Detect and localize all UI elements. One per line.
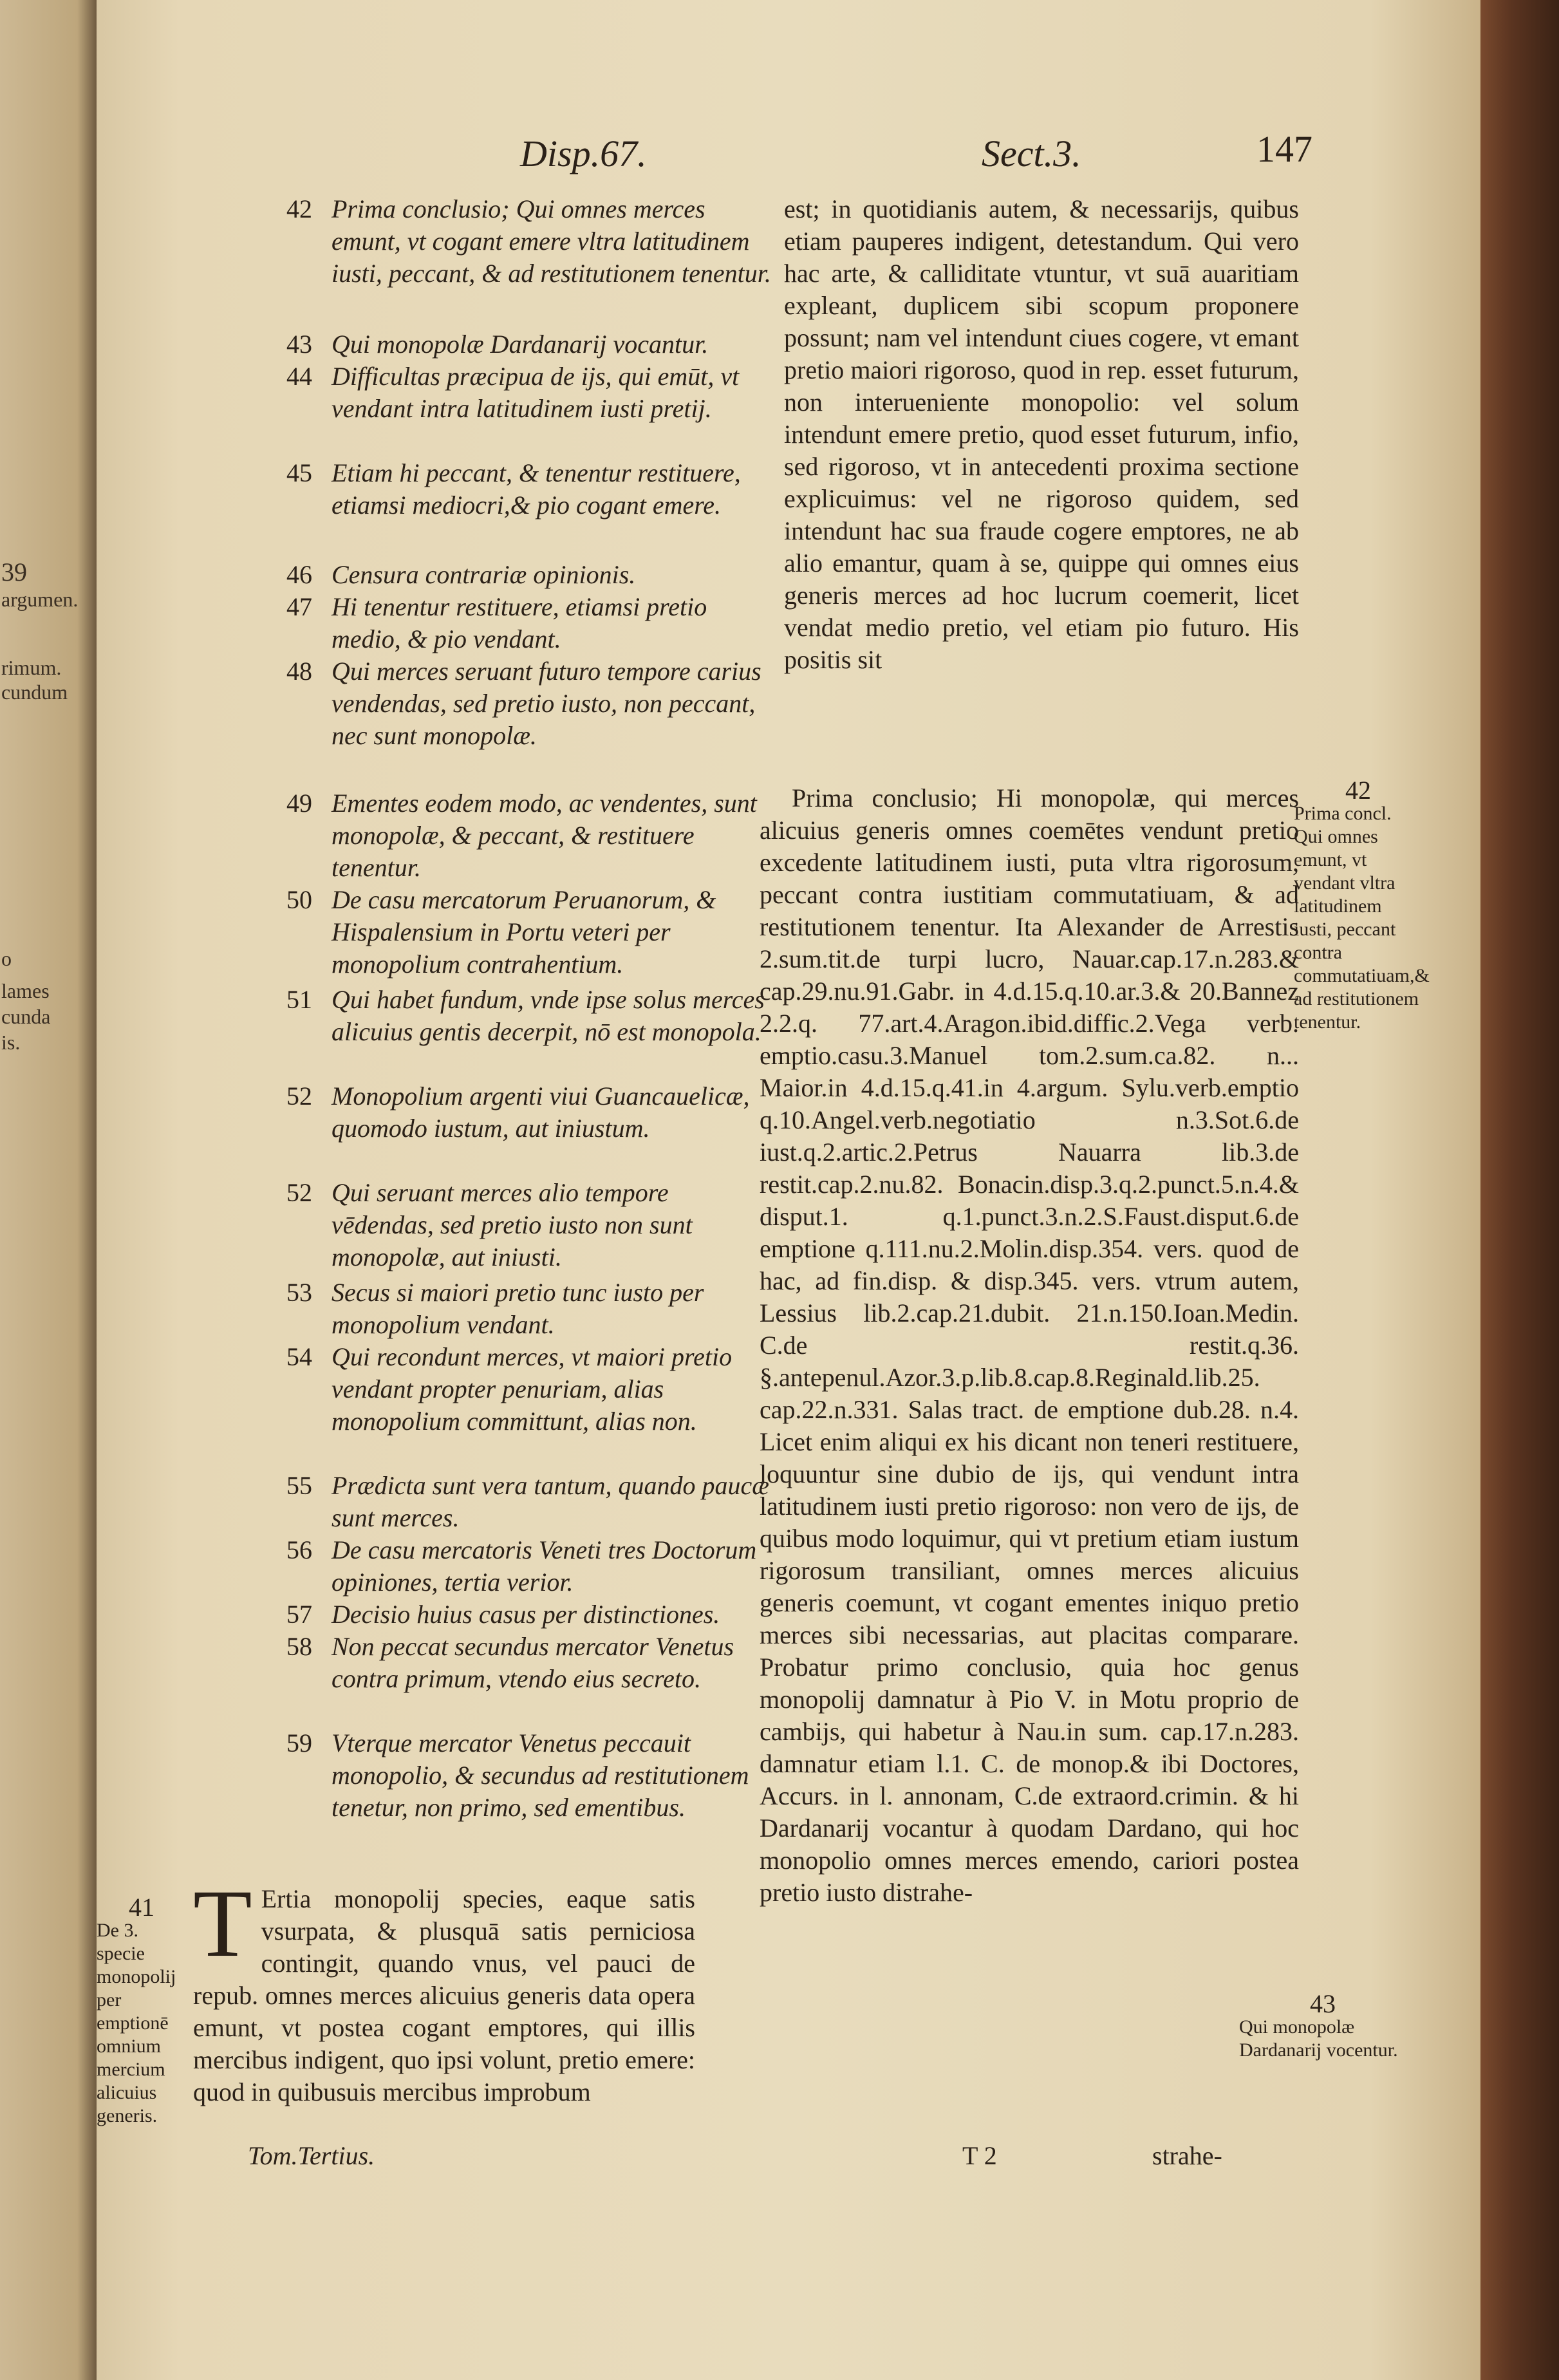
summary-item — [286, 457, 776, 521]
summary-text: Non peccat secundus mercator Venetus contra primum, vtendo eius secreto. — [331, 1632, 734, 1693]
right-column-top-text: est; in quotidianis autem, & necessarijs, quibus etiam pauperes indigent, detestandum. Qui vero hac arte, & calliditate vtuntur, vt suā auaritiam expleant, duplicem sibi scopum proponere possunt; nam vel intendunt ciues cogere, vt emant pretio maiori rigoroso, quod in rep. esset futurum, non interueniente monopolio: vel solum intendunt emere pretio, quod esset futurum, infio, sed rigoroso, vt in antecedenti proxima sectione explicuimus: vel ne rigoroso quidem, sed intendunt hac sua fraude cogere emptores, ne ab alio emantur, quam à se, quippe qui omnes eius generis merces ad hoc lucrum coemerit, licet vendat medio pretio, vel etiam pio futuro. His positis sit — [784, 194, 1299, 674]
summary-text: Vterque mercator Venetus peccauit monopolio, & secundus ad restitutionem tenetur, non primo, sed ementibus. — [331, 1729, 749, 1822]
summary-number: 53 — [286, 1278, 312, 1307]
summary-number: 59 — [286, 1729, 312, 1757]
summary-item — [286, 1080, 776, 1145]
summary-item — [286, 655, 776, 752]
summary-item — [286, 328, 776, 361]
summary-text: Prædicta sunt vera tantum, quando paucæ sunt merces. — [331, 1471, 769, 1532]
summary-item — [286, 1598, 776, 1631]
summary-number: 46 — [286, 560, 312, 589]
summary-text: Censura contrariæ opinionis. — [331, 560, 636, 589]
margin-note-text: De 3. specie monopolij per emptionē omnium mercium alicuius generis. — [97, 1920, 176, 2126]
prev-page-fragment: is. — [1, 1031, 21, 1054]
margin-note — [97, 1893, 187, 2128]
prev-page-fragment: argumen. — [1, 588, 79, 611]
drop-cap: T — [193, 1870, 252, 1977]
summary-text: Hi tenentur restituere, etiamsi pretio medio, & pio vendant. — [331, 592, 707, 653]
margin-note-number: 43 — [1310, 1989, 1336, 2018]
summary-number: 51 — [286, 985, 312, 1014]
summary-item — [286, 1534, 776, 1598]
summary-number: 48 — [286, 657, 312, 686]
paragraph-text: Ertia monopolij species, eaque satis vsurpata, & plusquā satis perniciosa contingit, quando vnus, vel pauci de repub. omnes merces alicuius generis data opera emunt, vt postea cogant emptores, qui illis mercibus indigent, quo ipsi volunt, pretio emere: quod in quibusuis mercibus improbum — [193, 1884, 695, 2106]
margin-note — [1239, 1989, 1406, 2062]
summary-number: 58 — [286, 1632, 312, 1661]
summary-number: 42 — [286, 194, 312, 223]
summary-item — [286, 1277, 776, 1341]
summary-number: 52 — [286, 1082, 312, 1110]
prev-page-fragment: 39 — [1, 558, 27, 586]
prev-page-fragment: o — [1, 947, 12, 970]
summary-number: 52 — [286, 1178, 312, 1207]
summary-number: 44 — [286, 362, 312, 391]
summary-item — [286, 884, 776, 980]
summary-item — [286, 1177, 776, 1273]
summary-item — [286, 984, 776, 1048]
right-column-main-text: Prima conclusio; Hi monopolæ, qui merces alicuius generis omnes coemētes vendunt pretio excedente latitudinem iusti, puta vltra rigorosum, peccant contra iustitiam commutatiuam, & ad restitutionem tenentur. Ita Alexander de Arrestis 2.sum.tit.de turpi lucro, Nauar.cap.17.n.283.& cap.29.nu.91.Gabr. in 4.d.15.q.10.ar.3.& 20.Bannez 2.2.q. 77.art.4.Aragon.ibid.diffic.2.Vega verb. emptio.casu.3.Manuel tom.2.sum.ca.82. n... Maior.in 4.d.15.q.41.in 4.argum. Sylu.verb.emptio q.10.Angel.verb.negotiatio n.3.Sot.6.de iust.q.2.artic.2.Petrus Nauarra lib.3.de restit.cap.2.nu.82. Bonacin.disp.3.q.2.punct.5.n.4.& disput.1. q.1.punct.3.n.2.S.Faust.disput.6.de emptione q.111.nu.2.Molin.disp.354. vers. quod de hac, ad fin.disp. & disp.345. vers. vtrum autem, Lessius lib.2.cap.21.dubit. 21.n.150.Ioan.Medin. C.de restit.q.36. §.antepenul.Azor.3.p.lib.8.cap.8.Reginald.lib.25. cap.22.n.331. Salas tract. de emptione dub.28. n.4. Licet enim aliqui ex his dicant non teneri restituere, loquuntur sine dubio de ijs, qui vendunt intra latitudinem iusti pretio rigoroso: non vero de ijs, de quibus modo loquimur, qui vt pretium etiam iustum rigorosum transiliant, omnes merces alicuius generis coemunt, vt cogant ementes iniquo pretio merces sibi necessarias, aut placitas comparare. Probatur primo conclusio, quia hoc genus monopolij damnatur à Pio V. in Motu proprio de cambijs, qui habetur à Nau.in sum. cap.17.n.283. damnatur etiam l.1. C. de monop.& ibi Doctores, Accurs. in l. annonam, C.de extraord.crimin. & hi Dardanarij vocantur à quodam Dardano, qui hoc monopolio omnes merces emendo, cariori postea pretio iusto distrahe- — [760, 783, 1299, 1907]
summary-text: De casu mercatorum Peruanorum, & Hispalensium in Portu veteri per monopolium contrahentium. — [331, 885, 716, 979]
summary-item — [286, 361, 776, 425]
page-number: 147 — [1256, 128, 1312, 170]
summary-number: 49 — [286, 789, 312, 818]
summary-item — [286, 559, 776, 591]
summary-item — [286, 193, 776, 290]
summary-item — [286, 1631, 776, 1695]
margin-note — [1294, 776, 1430, 1034]
summary-text: Monopolium argenti viui Guancauelicæ, quomodo iustum, aut iniustum. — [331, 1082, 750, 1143]
summary-number: 57 — [286, 1600, 312, 1629]
margin-note-text: Qui monopolæ Dardanarij vocentur. — [1239, 2016, 1398, 2061]
previous-page-edge — [0, 0, 97, 2380]
summary-number: 56 — [286, 1535, 312, 1564]
left-column-paragraph — [193, 1870, 695, 2108]
prev-page-fragment: rimum. — [1, 656, 62, 679]
summary-text: Secus si maiori pretio tunc iusto per monopolium vendant. — [331, 1278, 704, 1339]
running-header-disputation: Disp.67. — [520, 133, 647, 174]
prev-page-fragment: cunda — [1, 1005, 51, 1028]
margin-note-number: 42 — [1345, 776, 1371, 805]
summary-text: Prima conclusio; Qui omnes merces emunt, vt cogant emere vltra latitudinem iusti, peccant, & ad restitutionem tenentur. — [331, 194, 771, 288]
prev-page-fragment: cundum — [1, 680, 68, 704]
summary-text: Qui merces seruant futuro tempore carius vendendas, sed pretio iusto, non peccant, nec sunt monopolæ. — [331, 657, 761, 750]
summary-number: 47 — [286, 592, 312, 621]
summary-number: 43 — [286, 330, 312, 359]
summary-item — [286, 1341, 776, 1438]
printer-signature: T 2 — [962, 2141, 997, 2170]
volume-signature: Tom.Tertius. — [248, 2141, 375, 2170]
summary-text: Qui seruant merces alio tempore vēdendas, sed pretio iusto non sunt monopolæ, aut iniusti. — [331, 1178, 693, 1271]
catchword: strahe- — [1152, 2141, 1222, 2170]
running-header-section: Sect.3. — [982, 133, 1081, 174]
summary-number: 45 — [286, 458, 312, 487]
summary-text: Etiam hi peccant, & tenentur restituere, etiamsi mediocri,& pio cogant emere. — [331, 458, 741, 520]
margin-note-number: 41 — [129, 1893, 154, 1922]
summary-number: 54 — [286, 1342, 312, 1371]
prev-page-fragment: lames — [1, 979, 50, 1002]
summary-text: Decisio huius casus per distinctiones. — [331, 1600, 720, 1629]
summary-text: Difficultas præcipua de ijs, qui emūt, vt vendant intra latitudinem iusti pretij. — [331, 362, 740, 423]
summary-text: De casu mercatoris Veneti tres Doctorum opiniones, tertia verior. — [331, 1535, 757, 1597]
summary-item — [286, 787, 776, 884]
summary-text: Qui recondunt merces, vt maiori pretio vendant propter penuriam, alias monopolium committunt, alias non. — [331, 1342, 733, 1436]
summary-text: Qui monopolæ Dardanarij vocantur. — [331, 330, 709, 359]
summary-number: 55 — [286, 1471, 312, 1500]
summary-text: Qui habet fundum, vnde ipse solus merces alicuius gentis decerpit, nō est monopola. — [331, 985, 765, 1046]
book-fore-edge — [1480, 0, 1559, 2380]
margin-note-text: Prima concl. Qui omnes emunt, vt vendant vltra latitudinem iusti, peccant contra commutatiuam,& ad restitutionem tenentur. — [1294, 803, 1430, 1033]
summary-item — [286, 591, 776, 655]
summary-text: Ementes eodem modo, ac vendentes, sunt monopolæ, & peccant, & restituere tenentur. — [331, 789, 757, 882]
summary-item — [286, 1727, 776, 1824]
summary-item — [286, 1470, 776, 1534]
summary-number: 50 — [286, 885, 312, 914]
